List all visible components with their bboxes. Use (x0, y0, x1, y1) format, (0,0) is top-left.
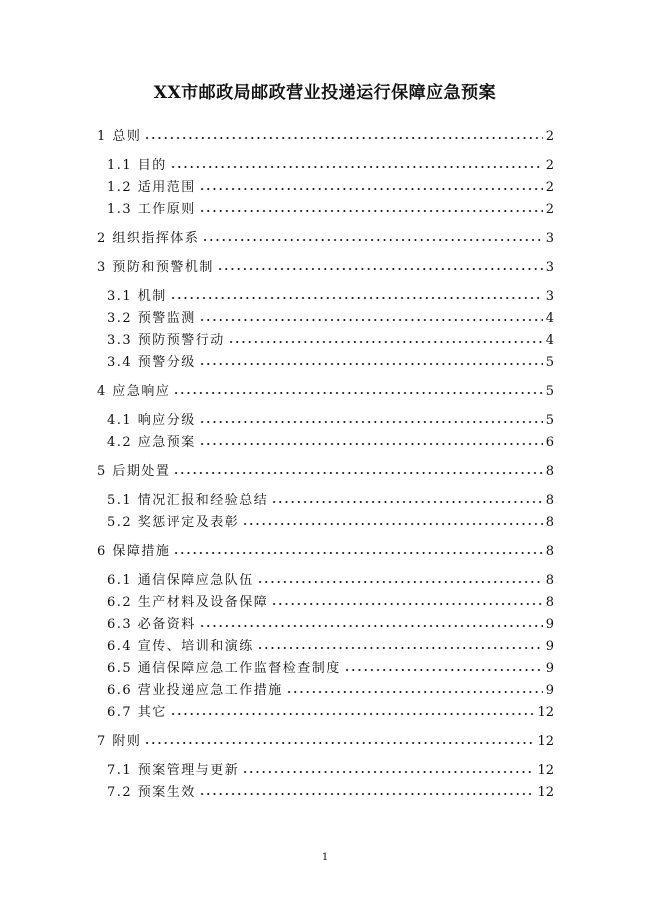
toc-dot-leader (199, 442, 543, 446)
toc-dot-leader (170, 296, 543, 300)
toc-entry[interactable] (107, 348, 554, 370)
toc-dot-leader (242, 522, 542, 526)
toc-entry-label: 4.2 应急预案 (107, 435, 196, 450)
toc-dot-leader (173, 551, 542, 555)
toc-entry[interactable] (97, 122, 554, 144)
toc-entry[interactable] (97, 457, 554, 479)
toc-dot-leader (144, 136, 542, 140)
toc-entry-label: 1 总则 (97, 129, 142, 144)
toc-entry[interactable] (97, 727, 554, 749)
toc-entry-page: 9 (545, 661, 554, 676)
toc-dot-leader (170, 712, 535, 716)
toc-entry-page: 2 (545, 180, 554, 195)
toc-entry-page: 3 (545, 231, 554, 246)
toc-entry-label: 6.1 通信保障应急队伍 (107, 573, 254, 588)
toc-entry[interactable] (107, 486, 554, 508)
toc-entry-page: 12 (537, 763, 554, 778)
toc-entry[interactable] (107, 326, 554, 348)
toc-entry[interactable] (107, 756, 554, 778)
toc-entry-label: 5.1 情况汇报和经验总结 (107, 493, 269, 508)
toc-entry-label: 4 应急响应 (97, 384, 171, 399)
toc-dot-leader (271, 500, 542, 504)
toc-entry-label: 6.4 宣传、培训和演练 (107, 639, 254, 654)
toc-dot-leader (344, 668, 543, 672)
toc-entry-page: 8 (545, 544, 554, 559)
toc-dot-leader (271, 602, 542, 606)
toc-entry-label: 6.7 其它 (107, 705, 167, 720)
toc-entry-label: 6.2 生产材料及设备保障 (107, 595, 269, 610)
toc-entry-label: 6.3 必备资料 (107, 617, 196, 632)
toc-entry[interactable] (97, 224, 554, 246)
toc-entry-page: 9 (545, 683, 554, 698)
toc-dot-leader (173, 471, 542, 475)
toc-entry-label: 6 保障措施 (97, 544, 171, 559)
toc-entry-label: 1.3 工作原则 (107, 202, 196, 217)
toc-entry-label: 6.5 通信保障应急工作监督检查制度 (107, 661, 341, 676)
toc-entry-page: 4 (545, 311, 554, 326)
toc-entry-label: 1.1 目的 (107, 158, 167, 173)
toc-entry[interactable] (107, 508, 554, 530)
toc-entry[interactable] (107, 151, 554, 173)
toc-entry-page: 8 (545, 464, 554, 479)
toc-entry[interactable] (107, 406, 554, 428)
toc-entry-page: 5 (545, 384, 554, 399)
toc-entry[interactable] (107, 304, 554, 326)
toc-entry-page: 8 (545, 515, 554, 530)
toc-entry[interactable] (107, 778, 554, 800)
toc-entry-label: 6.6 营业投递应急工作措施 (107, 683, 283, 698)
toc-dot-leader (144, 741, 534, 745)
toc-entry-page: 5 (545, 413, 554, 428)
toc-dot-leader (242, 770, 534, 774)
toc-dot-leader (286, 690, 543, 694)
toc-entry-label: 5 后期处置 (97, 464, 171, 479)
toc-dot-leader (217, 267, 543, 271)
page-number: 1 (321, 852, 329, 863)
toc-entry[interactable] (107, 698, 554, 720)
toc-entry[interactable] (97, 377, 554, 399)
toc-entry-page: 12 (537, 785, 554, 800)
toc-entry-label: 1.2 适用范围 (107, 180, 196, 195)
toc-entry-page: 9 (545, 617, 554, 632)
toc-entry[interactable] (107, 173, 554, 195)
toc-entry-label: 3 预防和预警机制 (97, 260, 214, 275)
toc-entry-page: 3 (545, 260, 554, 275)
toc-entry[interactable] (107, 610, 554, 632)
toc-dot-leader (199, 187, 543, 191)
toc-dot-leader (173, 391, 542, 395)
toc-entry[interactable] (107, 676, 554, 698)
toc-entry[interactable] (107, 282, 554, 304)
toc-dot-leader (257, 580, 543, 584)
toc-entry-page: 12 (537, 705, 554, 720)
document-title: XX市邮政局邮政营业投递运行保障应急预案 (153, 83, 497, 103)
toc-entry-page: 2 (545, 129, 554, 144)
toc-entry-page: 8 (545, 595, 554, 610)
toc-entry-page: 5 (545, 355, 554, 370)
toc-dot-leader (199, 792, 535, 796)
toc-entry-label: 2 组织指挥体系 (97, 231, 200, 246)
toc-dot-leader (199, 362, 543, 366)
toc-entry-page: 8 (545, 493, 554, 508)
toc-entry-page: 2 (545, 158, 554, 173)
toc-dot-leader (199, 209, 543, 213)
toc-entry-page: 9 (545, 639, 554, 654)
toc-entry-label: 4.1 响应分级 (107, 413, 196, 428)
toc-dot-leader (170, 165, 543, 169)
toc-entry-label: 3.1 机制 (107, 289, 167, 304)
toc-entry-page: 2 (545, 202, 554, 217)
toc-entry-label: 3.2 预警监测 (107, 311, 196, 326)
toc-entry-label: 3.4 预警分级 (107, 355, 196, 370)
toc-entry-label: 7.2 预案生效 (107, 785, 196, 800)
toc-dot-leader (202, 238, 542, 242)
toc-entry-page: 6 (545, 435, 554, 450)
toc-entry-label: 7.1 预案管理与更新 (107, 763, 240, 778)
toc-entry[interactable] (107, 588, 554, 610)
toc-entry[interactable] (107, 428, 554, 450)
toc-dot-leader (257, 646, 543, 650)
toc-entry[interactable] (107, 195, 554, 217)
toc-entry-page: 12 (537, 734, 554, 749)
toc-entry-page: 8 (545, 573, 554, 588)
toc-entry[interactable] (107, 654, 554, 676)
toc-entry-page: 4 (545, 333, 554, 348)
toc-dot-leader (228, 340, 543, 344)
toc-dot-leader (199, 318, 543, 322)
toc-entry[interactable] (107, 632, 554, 654)
toc-dot-leader (199, 624, 543, 628)
toc-entry-label: 3.3 预防预警行动 (107, 333, 225, 348)
toc-entry[interactable] (97, 537, 554, 559)
toc-dot-leader (199, 420, 543, 424)
toc-entry[interactable] (107, 566, 554, 588)
toc-entry-label: 5.2 奖惩评定及表彰 (107, 515, 240, 530)
toc-entry[interactable] (97, 253, 554, 275)
toc-entry-page: 3 (545, 289, 554, 304)
toc-entry-label: 7 附则 (97, 734, 142, 749)
